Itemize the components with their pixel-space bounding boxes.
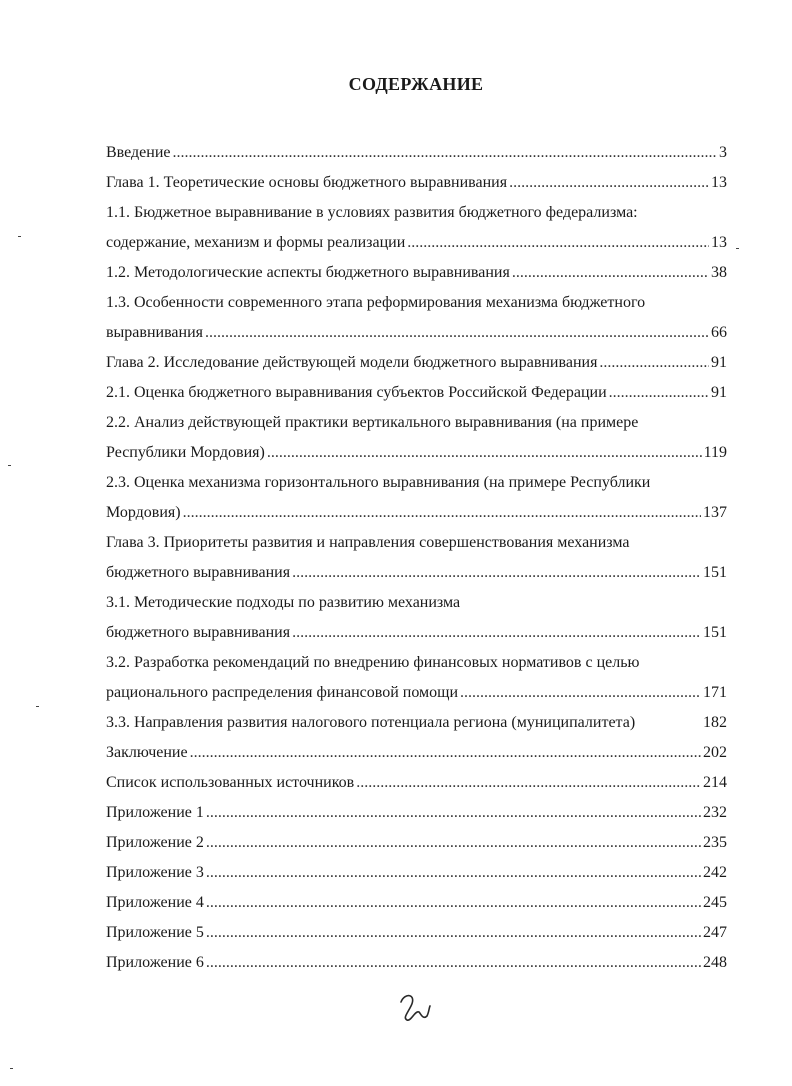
toc-page-number: 91 bbox=[711, 384, 727, 401]
toc-line bbox=[106, 438, 727, 468]
toc-page-number: 245 bbox=[703, 894, 727, 911]
scan-speck bbox=[10, 1068, 13, 1069]
toc-page-number: 66 bbox=[711, 324, 727, 341]
toc-page-number: 3 bbox=[719, 144, 727, 161]
table-of-contents bbox=[106, 138, 727, 978]
toc-entry-title: 2.2. Анализ действующей практики вертикального выравнивания (на примере bbox=[106, 414, 639, 431]
toc-entry-title: 3.3. Направления развития налогового потенциала региона (муниципалитета) bbox=[106, 714, 636, 731]
toc-entry bbox=[106, 258, 727, 288]
toc-line bbox=[106, 588, 727, 618]
dot-leader bbox=[356, 768, 701, 798]
toc-line bbox=[106, 288, 727, 318]
toc-entry bbox=[106, 378, 727, 408]
toc-line bbox=[106, 408, 727, 438]
toc-entry-title: 3.2. Разработка рекомендаций по внедрению финансовых нормативов с целью bbox=[106, 654, 640, 671]
toc-line bbox=[106, 918, 727, 948]
toc-entry bbox=[106, 858, 727, 888]
toc-line bbox=[106, 798, 727, 828]
toc-entry-title: бюджетного выравнивания bbox=[106, 564, 291, 581]
dot-leader bbox=[205, 318, 709, 348]
toc-entry-title: выравнивания bbox=[106, 324, 204, 341]
toc-entry-title: Глава 3. Приоритеты развития и направления совершенствования механизма bbox=[106, 534, 630, 551]
toc-page-number: 202 bbox=[703, 744, 727, 761]
dot-leader bbox=[206, 918, 701, 948]
toc-entry-title: содержание, механизм и формы реализации bbox=[106, 234, 406, 251]
dot-leader bbox=[206, 798, 701, 828]
dot-leader bbox=[183, 498, 701, 528]
toc-entry bbox=[106, 768, 727, 798]
toc-entry bbox=[106, 918, 727, 948]
toc-line bbox=[106, 258, 727, 288]
toc-page-number: 171 bbox=[703, 684, 727, 701]
toc-entry-title: рационального распределения финансовой помощи bbox=[106, 684, 459, 701]
toc-page-number: 247 bbox=[703, 924, 727, 941]
toc-line bbox=[106, 528, 727, 558]
toc-entry-title: Приложение 4 bbox=[106, 894, 204, 911]
toc-line bbox=[106, 858, 727, 888]
toc-entry-title: Приложение 1 bbox=[106, 804, 204, 821]
toc-page-number: 38 bbox=[711, 264, 727, 281]
toc-entry bbox=[106, 888, 727, 918]
toc-entry-title: Список использованных источников bbox=[106, 774, 355, 791]
toc-entry-title: Республики Мордовия) bbox=[106, 444, 265, 461]
toc-entry-title: Приложение 2 bbox=[106, 834, 204, 851]
toc-entry bbox=[106, 138, 727, 168]
toc-entry bbox=[106, 198, 727, 258]
dot-leader bbox=[407, 228, 709, 258]
dot-leader bbox=[512, 258, 709, 288]
toc-page-number: 182 bbox=[703, 714, 727, 731]
toc-line bbox=[106, 198, 727, 228]
toc-entry-title: 3.1. Методические подходы по развитию механизма bbox=[106, 594, 461, 611]
dot-leader bbox=[173, 138, 718, 168]
toc-page-number: 119 bbox=[703, 444, 727, 461]
toc-page-number: 151 bbox=[703, 564, 727, 581]
toc-entry-title: Приложение 6 bbox=[106, 954, 204, 971]
toc-entry bbox=[106, 708, 727, 738]
toc-page-number: 214 bbox=[703, 774, 727, 791]
toc-page-number: 248 bbox=[703, 954, 727, 971]
toc-line bbox=[106, 138, 727, 168]
toc-line bbox=[106, 318, 727, 348]
dot-leader bbox=[206, 948, 701, 978]
toc-entry-title: Глава 1. Теоретические основы бюджетного выравнивания bbox=[106, 174, 508, 191]
toc-line bbox=[106, 228, 727, 258]
toc-entry-title: 1.1. Бюджетное выравнивание в условиях развития бюджетного федерализма: bbox=[106, 204, 638, 221]
toc-line bbox=[106, 498, 727, 528]
toc-entry bbox=[106, 468, 727, 528]
toc-page-number: 137 bbox=[703, 504, 727, 521]
toc-entry bbox=[106, 648, 727, 708]
toc-entry-title: Заключение bbox=[106, 744, 188, 761]
dot-leader bbox=[460, 678, 701, 708]
toc-line bbox=[106, 948, 727, 978]
toc-entry bbox=[106, 288, 727, 348]
toc-entry-title: 1.2. Методологические аспекты бюджетного выравнивания bbox=[106, 264, 510, 281]
dot-leader bbox=[206, 888, 701, 918]
toc-entry-title: Глава 2. Исследование действующей модели бюджетного выравнивания bbox=[106, 354, 598, 371]
toc-line bbox=[106, 168, 727, 198]
toc-entry bbox=[106, 348, 727, 378]
toc-entry bbox=[106, 828, 727, 858]
dot-leader bbox=[190, 738, 701, 768]
toc-entry-title: Введение bbox=[106, 144, 171, 161]
scan-speck bbox=[736, 248, 739, 249]
toc-entry bbox=[106, 408, 727, 468]
toc-entry-title: 1.3. Особенности современного этапа реформирования механизма бюджетного bbox=[106, 294, 646, 311]
toc-line bbox=[106, 558, 727, 588]
toc-entry bbox=[106, 528, 727, 588]
toc-entry-title: 2.1. Оценка бюджетного выравнивания субъектов Российской Федерации bbox=[106, 384, 607, 401]
toc-line bbox=[106, 348, 727, 378]
scan-speck bbox=[8, 465, 11, 466]
dot-leader bbox=[599, 348, 709, 378]
toc-entry bbox=[106, 738, 727, 768]
toc-entry bbox=[106, 588, 727, 648]
toc-line bbox=[106, 708, 727, 738]
toc-line bbox=[106, 468, 727, 498]
toc-page-number: 232 bbox=[703, 804, 727, 821]
toc-line bbox=[106, 738, 727, 768]
page-title: СОДЕРЖАНИЕ bbox=[348, 74, 484, 94]
toc-entry-title: Приложение 3 bbox=[106, 864, 204, 881]
dot-leader bbox=[267, 438, 702, 468]
toc-line bbox=[106, 678, 727, 708]
toc-line bbox=[106, 378, 727, 408]
toc-line bbox=[106, 828, 727, 858]
handwritten-page-number bbox=[395, 988, 435, 1028]
dot-leader bbox=[206, 858, 701, 888]
toc-entry bbox=[106, 948, 727, 978]
dot-leader bbox=[206, 828, 701, 858]
toc-entry-title: 2.3. Оценка механизма горизонтального выравнивания (на примере Республики bbox=[106, 474, 651, 491]
scan-speck bbox=[36, 706, 39, 707]
toc-entry bbox=[106, 168, 727, 198]
toc-line bbox=[106, 618, 727, 648]
toc-entry bbox=[106, 798, 727, 828]
dot-leader bbox=[292, 558, 701, 588]
toc-entry-title: бюджетного выравнивания bbox=[106, 624, 291, 641]
dot-leader bbox=[292, 618, 701, 648]
toc-entry-title: Приложение 5 bbox=[106, 924, 204, 941]
toc-line bbox=[106, 888, 727, 918]
scan-speck bbox=[18, 236, 21, 237]
toc-line bbox=[106, 768, 727, 798]
toc-page-number: 13 bbox=[711, 234, 727, 251]
dot-leader bbox=[509, 168, 709, 198]
toc-page-number: 235 bbox=[703, 834, 727, 851]
toc-page-number: 13 bbox=[711, 174, 727, 191]
toc-entry-title: Мордовия) bbox=[106, 504, 181, 521]
toc-page-number: 91 bbox=[711, 354, 727, 371]
toc-line bbox=[106, 648, 727, 678]
toc-page-number: 242 bbox=[703, 864, 727, 881]
toc-page-number: 151 bbox=[703, 624, 727, 641]
dot-leader bbox=[609, 378, 709, 408]
